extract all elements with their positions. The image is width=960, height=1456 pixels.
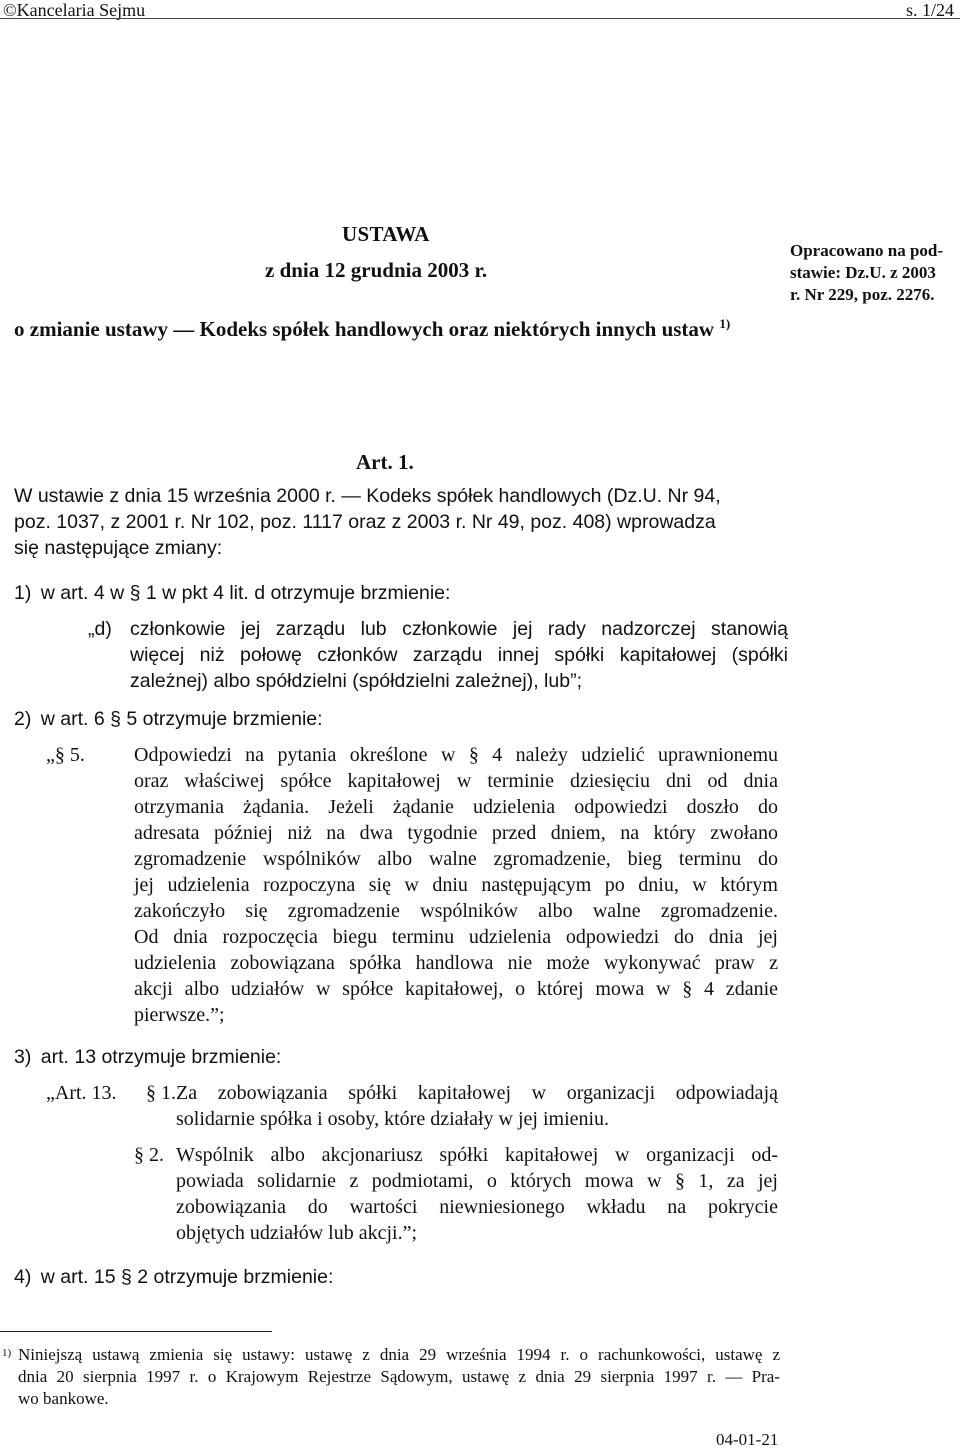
item-text: w art. 4 w § 1 w pkt 4 lit. d otrzymuje brzmienie: [40, 582, 451, 604]
intro-line: poz. 1037, z 2001 r. Nr 102, poz. 1117 oraz z 2003 r. Nr 49, poz. 408) wprowadza [14, 511, 716, 533]
quote-line: jej udzielenia rozpoczyna się w dniu następującym po dniu, w którym [134, 874, 778, 896]
quote-line: Odpowiedzi na pytania określone w § 4 należy udzielić uprawnionemu [134, 744, 778, 766]
act-date: z dnia 12 grudnia 2003 r. [265, 258, 488, 282]
quote-prefix: „Art. 13. [46, 1082, 117, 1104]
article-heading: Art. 1. [356, 450, 414, 474]
act-subject [14, 316, 730, 342]
quote-line: zakończyło się zgromadzenie wspólników albo walne zgromadzenie. [134, 900, 778, 922]
page-header [0, 0, 960, 22]
quote-prefix: „d) [88, 618, 112, 640]
footnote-line: dnia 20 sierpnia 1997 r. o Krajowym Rejestrze Sądowym, ustawę z dnia 29 sierpnia 1997 r. — Pra- [18, 1367, 780, 1386]
act-title: USTAWA [342, 222, 430, 246]
source-note-line: Opracowano na pod- [790, 241, 944, 260]
amendment-item-4 [14, 1264, 784, 1290]
intro-line: się następujące zmiany: [14, 537, 223, 559]
footnote-divider [0, 1331, 272, 1332]
quote-line: Wspólnik albo akcjonariusz spółki kapitałowej w organizacji od- [176, 1144, 778, 1166]
quote-line: zgromadzenie wspólników albo walne zgromadzenie, bieg terminu do [134, 848, 778, 870]
quote-line: powiada solidarnie z podmiotami, o których mowa w § 1, za jej [176, 1170, 778, 1192]
quote-line: solidarnie spółka i osoby, które działały w jej imieniu. [176, 1108, 610, 1130]
quote-line: objętych udziałów lub akcji.”; [176, 1222, 418, 1244]
quote-line: Od dnia rozpoczęcia biegu terminu udzielenia odpowiedzi do dnia jej [134, 926, 778, 948]
source-note-line: r. Nr 229, poz. 2276. [790, 285, 935, 304]
source-note [790, 240, 960, 306]
source-note-line: stawie: Dz.U. z 2003 [790, 263, 936, 282]
article-intro [14, 483, 784, 561]
quote-line: oraz właściwej spółce kapitałowej w terminie dziesięciu dni od dnia [134, 770, 778, 792]
quote-line: więcej niż połowę członków zarządu innej spółki kapitałowej (spółki [130, 644, 788, 666]
header-publisher: ©Kancelaria Sejmu [3, 0, 146, 20]
quote-line: otrzymania żądania. Jeżeli żądanie udzielenia odpowiedzi doszło do [134, 796, 778, 818]
header-page-number: s. 1/24 [905, 0, 954, 20]
footnote-line: wo bankowe. [18, 1389, 109, 1408]
amendment-item-2 [14, 706, 784, 732]
quote-line: udzielenia zobowiązana spółka handlowa nie może wykonywać praw z [134, 952, 778, 974]
header-divider [0, 18, 960, 19]
item-text: w art. 15 § 2 otrzymuje brzmienie: [40, 1266, 334, 1288]
quote-line: pierwsze.”; [134, 1004, 225, 1026]
quote-line: Za zobowiązania spółki kapitałowej w organizacji odpowiadają [176, 1082, 778, 1104]
quote-prefix: „§ 5. [46, 744, 85, 766]
amendment-item-3 [14, 1044, 784, 1070]
item-text: w art. 6 § 5 otrzymuje brzmienie: [40, 708, 323, 730]
amendment-item-1 [14, 580, 784, 606]
document-code: 04-01-21 [716, 1430, 779, 1449]
quote-line: zależnej) albo spółdzielni (spółdzielni zależnej), lub”; [130, 670, 582, 692]
section-number: § 2. [134, 1144, 164, 1166]
footnote-marker: 1) [2, 1347, 12, 1359]
quote-line: członkowie jej zarządu lub członkowie jej rady nadzorczej stanowią [130, 618, 788, 640]
item-number: 2) [14, 708, 32, 730]
quote-line: akcji albo udziałów w spółce kapitałowej, o której mowa w § 4 zdanie [134, 978, 778, 1000]
quote-line: zobowiązania do wartości niewniesionego wkładu na pokrycie [176, 1196, 778, 1218]
footnote-line: Niniejszą ustawą zmienia się ustawy: ustawę z dnia 29 września 1994 r. o rachunkowości, ustawę z [18, 1345, 780, 1364]
intro-line: W ustawie z dnia 15 września 2000 r. — Kodeks spółek handlowych (Dz.U. Nr 94, [14, 485, 721, 507]
footnote-ref: 1) [719, 316, 731, 331]
item-number: 4) [14, 1266, 32, 1288]
act-subject-text: o zmianie ustawy — Kodeks spółek handlowych oraz niektórych innych ustaw [14, 317, 715, 341]
item-number: 1) [14, 582, 32, 604]
item-number: 3) [14, 1046, 32, 1068]
item-text: art. 13 otrzymuje brzmienie: [40, 1046, 282, 1068]
quote-line: adresata później niż na dwa tygodnie przed dniem, na który zwołano [134, 822, 778, 844]
section-number: § 1. [146, 1082, 176, 1104]
